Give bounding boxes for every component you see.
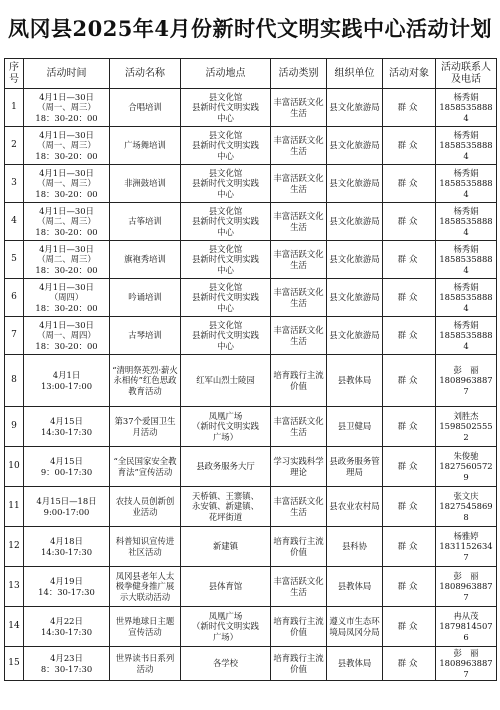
row-number: 4 bbox=[5, 203, 24, 241]
activity-place-line: 广场） bbox=[212, 431, 239, 442]
activity-place-line: 凤凰广场 bbox=[208, 410, 243, 421]
activity-plan-table bbox=[4, 58, 497, 681]
activity-time-line: 18：30-20：00 bbox=[35, 112, 98, 123]
activity-time-line: 4月1日—30日 bbox=[39, 167, 94, 178]
organizing-unit: 县教体局 bbox=[327, 567, 383, 607]
contact-info-line: 杨秀娟 bbox=[453, 91, 479, 102]
organizing-unit: 县政务服务管理局 bbox=[327, 447, 383, 487]
table-row bbox=[5, 317, 497, 355]
contact-info-line: 18089638877 bbox=[439, 581, 493, 602]
contact-info bbox=[436, 487, 497, 527]
activity-time-line: 18：30-20：00 bbox=[35, 340, 98, 351]
activity-place-line: 县新时代文明实践 bbox=[192, 216, 259, 227]
row-number: 2 bbox=[5, 127, 24, 165]
contact-info-line: 彭 丽 bbox=[453, 570, 479, 581]
activity-name: 农技人员创新创业活动 bbox=[110, 487, 181, 527]
contact-info-line: 18585358884 bbox=[439, 254, 493, 275]
contact-info bbox=[436, 89, 497, 127]
activity-place-line: 永安镇、新建镇、 bbox=[192, 501, 259, 512]
activity-audience: 群众 bbox=[383, 127, 436, 165]
activity-audience: 群众 bbox=[383, 165, 436, 203]
activity-place-line: 县文化馆 bbox=[208, 129, 243, 140]
contact-info bbox=[436, 317, 497, 355]
contact-info bbox=[436, 127, 497, 165]
organizing-unit: 县教体局 bbox=[327, 647, 383, 681]
contact-info-line: 18798145076 bbox=[439, 621, 493, 642]
activity-place bbox=[181, 447, 271, 487]
activity-name: 古筝培训 bbox=[110, 203, 181, 241]
activity-place bbox=[181, 89, 271, 127]
activity-time-line: （周一、周三） bbox=[37, 102, 96, 113]
activity-audience: 群众 bbox=[383, 89, 436, 127]
activity-time-line: 14:30-17:30 bbox=[40, 546, 93, 557]
activity-time bbox=[24, 407, 110, 447]
table-row bbox=[5, 647, 497, 681]
contact-info-line: 杨秀娟 bbox=[453, 243, 479, 254]
contact-info-line: 18585358884 bbox=[439, 330, 493, 351]
activity-place bbox=[181, 647, 271, 681]
header-category: 活动类别 bbox=[271, 59, 327, 89]
organizing-unit: 县文化旅游局 bbox=[327, 279, 383, 317]
activity-category: 培育践行主流价值 bbox=[271, 527, 327, 567]
activity-place bbox=[181, 279, 271, 317]
activity-audience: 群众 bbox=[383, 407, 436, 447]
activity-time-line: （周二、周三） bbox=[37, 254, 96, 265]
activity-time-line: 18：30-20：00 bbox=[35, 226, 98, 237]
organizing-unit: 县文化旅游局 bbox=[327, 89, 383, 127]
header-org: 组织单位 bbox=[327, 59, 383, 89]
contact-info-line: 张文庆 bbox=[453, 490, 479, 501]
activity-place bbox=[181, 127, 271, 165]
contact-info-line: 18585358884 bbox=[439, 292, 493, 313]
activity-place bbox=[181, 407, 271, 447]
activity-name: “全民国家安全教育法”宣传活动 bbox=[110, 447, 181, 487]
activity-place-line: 县文化馆 bbox=[208, 167, 243, 178]
row-number: 13 bbox=[5, 567, 24, 607]
table-row bbox=[5, 355, 497, 407]
contact-info-line: 15985025552 bbox=[439, 421, 493, 442]
table-row bbox=[5, 447, 497, 487]
activity-time-line: 4月19日 bbox=[50, 576, 83, 586]
activity-place-line: 县文化馆 bbox=[208, 319, 243, 330]
organizing-unit: 县农业农村局 bbox=[327, 487, 383, 527]
activity-audience: 群众 bbox=[383, 527, 436, 567]
activity-category: 丰富活跃文化生活 bbox=[271, 487, 327, 527]
activity-audience: 群众 bbox=[383, 447, 436, 487]
header-audience: 活动对象 bbox=[383, 59, 436, 89]
activity-time-line: 4月1日—30日 bbox=[39, 91, 94, 102]
contact-info-line: 杨秀娟 bbox=[453, 319, 479, 330]
activity-place bbox=[181, 241, 271, 279]
activity-time bbox=[24, 355, 110, 407]
activity-time-line: 13:00-17:00 bbox=[40, 380, 93, 391]
activity-time bbox=[24, 527, 110, 567]
table-row bbox=[5, 89, 497, 127]
contact-info bbox=[436, 355, 497, 407]
contact-info bbox=[436, 567, 497, 607]
table-row bbox=[5, 607, 497, 647]
activity-name: 世界读书日系列活动 bbox=[110, 647, 181, 681]
activity-category: 丰富活跃文化生活 bbox=[271, 127, 327, 165]
activity-category: 培育践行主流价值 bbox=[271, 607, 327, 647]
row-number: 5 bbox=[5, 241, 24, 279]
activity-time bbox=[24, 279, 110, 317]
activity-place-line: 中心 bbox=[217, 264, 234, 275]
activity-time-line: 9：00-17:30 bbox=[40, 466, 93, 477]
table-row bbox=[5, 241, 497, 279]
contact-info-line: 彭 丽 bbox=[453, 364, 479, 375]
contact-info bbox=[436, 279, 497, 317]
header-time: 活动时间 bbox=[24, 59, 110, 89]
table-row bbox=[5, 127, 497, 165]
activity-place bbox=[181, 567, 271, 607]
activity-place-line: 红军山烈士陵园 bbox=[196, 375, 255, 386]
row-number: 3 bbox=[5, 165, 24, 203]
row-number: 11 bbox=[5, 487, 24, 527]
contact-info bbox=[436, 607, 497, 647]
contact-info-line: 刘胜杰 bbox=[453, 410, 479, 421]
contact-info-line: 杨秀娟 bbox=[453, 205, 479, 216]
activity-time-line: 4月15日 bbox=[50, 456, 83, 466]
table-header-row bbox=[5, 59, 497, 89]
row-number: 10 bbox=[5, 447, 24, 487]
activity-time-line: （周二、周三） bbox=[37, 216, 96, 227]
row-number: 14 bbox=[5, 607, 24, 647]
activity-time-line: 4月18日 bbox=[50, 536, 83, 546]
organizing-unit: 县文化旅游局 bbox=[327, 127, 383, 165]
header-no: 序号 bbox=[5, 59, 24, 89]
organizing-unit: 县文化旅游局 bbox=[327, 241, 383, 279]
activity-place-line: 县文化馆 bbox=[208, 243, 243, 254]
row-number: 9 bbox=[5, 407, 24, 447]
header-name: 活动名称 bbox=[110, 59, 181, 89]
activity-audience: 群众 bbox=[383, 647, 436, 681]
activity-category: 丰富活跃文化生活 bbox=[271, 203, 327, 241]
page-title: 凤冈县2025年4月份新时代文明实践中心活动计划 bbox=[7, 16, 493, 41]
activity-name: 科普知识宣传进社区活动 bbox=[110, 527, 181, 567]
activity-name: 第37个爱国卫生月活动 bbox=[110, 407, 181, 447]
activity-time-line: （周四） bbox=[49, 292, 84, 303]
activity-time-line: 4月15日—18日 bbox=[36, 496, 97, 506]
table-row bbox=[5, 165, 497, 203]
activity-time-line: 4月1日—30日 bbox=[39, 129, 94, 140]
organizing-unit: 县科协 bbox=[327, 527, 383, 567]
contact-info-line: 18089638877 bbox=[439, 658, 493, 679]
activity-category: 丰富活跃文化生活 bbox=[271, 317, 327, 355]
activity-name: 旗袍秀培训 bbox=[110, 241, 181, 279]
activity-place-line: 各学校 bbox=[212, 658, 239, 669]
activity-place-line: 县新时代文明实践 bbox=[192, 140, 259, 151]
table-row bbox=[5, 567, 497, 607]
organizing-unit: 县文化旅游局 bbox=[327, 165, 383, 203]
contact-info bbox=[436, 647, 497, 681]
activity-place-line: 县文化馆 bbox=[208, 205, 243, 216]
activity-time bbox=[24, 647, 110, 681]
activity-place-line: 中心 bbox=[217, 340, 234, 351]
activity-name: 非洲鼓培训 bbox=[110, 165, 181, 203]
activity-time-line: 4月15日 bbox=[50, 416, 83, 426]
activity-time-line: 14:30-17:30 bbox=[40, 426, 93, 437]
activity-time-line: 4月23日 bbox=[50, 653, 83, 663]
activity-time bbox=[24, 487, 110, 527]
contact-info-line: 18585358884 bbox=[439, 140, 493, 161]
contact-info-line: 18275458698 bbox=[439, 501, 493, 522]
activity-time-line: 4月1日—30日 bbox=[39, 205, 94, 216]
activity-name: “清明祭英烈·薪火永相传”红色思政教育活动 bbox=[110, 355, 181, 407]
activity-time-line: 4月1日—30日 bbox=[39, 281, 94, 292]
activity-place-line: 县体育馆 bbox=[208, 581, 243, 592]
activity-name: 凤冈县老年人太极拳健身推广展示大联动活动 bbox=[110, 567, 181, 607]
activity-place-line: 中心 bbox=[217, 112, 234, 123]
activity-name: 合唱培训 bbox=[110, 89, 181, 127]
activity-time-line: 14：30-17:30 bbox=[38, 586, 95, 597]
activity-place-line: （新时代文明实践 bbox=[192, 621, 259, 632]
row-number: 12 bbox=[5, 527, 24, 567]
organizing-unit: 县卫健局 bbox=[327, 407, 383, 447]
activity-place-line: 中心 bbox=[217, 150, 234, 161]
organizing-unit: 县教体局 bbox=[327, 355, 383, 407]
activity-place-line: 中心 bbox=[217, 302, 234, 313]
activity-time bbox=[24, 607, 110, 647]
row-number: 8 bbox=[5, 355, 24, 407]
activity-place-line: 广场） bbox=[212, 631, 239, 642]
contact-info-line: 杨雅婷 bbox=[453, 530, 479, 541]
activity-place-line: 天桥镇、王寨镇、 bbox=[192, 490, 259, 501]
activity-place bbox=[181, 355, 271, 407]
activity-time-line: （周一、周四） bbox=[37, 330, 96, 341]
activity-category: 丰富活跃文化生活 bbox=[271, 407, 327, 447]
activity-time-line: 18：30-20：00 bbox=[35, 302, 98, 313]
activity-category: 丰富活跃文化生活 bbox=[271, 567, 327, 607]
header-contact: 活动联系人及电话 bbox=[436, 59, 497, 89]
activity-audience: 群众 bbox=[383, 241, 436, 279]
table-row bbox=[5, 527, 497, 567]
contact-info-line: 18585358884 bbox=[439, 178, 493, 199]
activity-place-line: 县新时代文明实践 bbox=[192, 292, 259, 303]
activity-time bbox=[24, 447, 110, 487]
contact-info-line: 18311526347 bbox=[439, 541, 493, 562]
activity-time-line: 4月1日—30日 bbox=[39, 319, 94, 330]
contact-info bbox=[436, 407, 497, 447]
activity-time bbox=[24, 203, 110, 241]
activity-category: 学习实践科学理论 bbox=[271, 447, 327, 487]
contact-info bbox=[436, 165, 497, 203]
activity-place-line: 县政务服务大厅 bbox=[196, 461, 255, 472]
activity-time-line: 18：30-20：00 bbox=[35, 188, 98, 199]
activity-time-line: 18：30-20：00 bbox=[35, 150, 98, 161]
activity-place-line: 新建镇 bbox=[212, 541, 239, 552]
contact-info-line: 18089638877 bbox=[439, 375, 493, 396]
contact-info bbox=[436, 241, 497, 279]
activity-place bbox=[181, 317, 271, 355]
activity-time bbox=[24, 89, 110, 127]
activity-audience: 群众 bbox=[383, 487, 436, 527]
activity-name: 广场舞培训 bbox=[110, 127, 181, 165]
activity-time-line: （周一、周三） bbox=[37, 140, 96, 151]
activity-place-line: 凤凰广场 bbox=[208, 610, 243, 621]
activity-place bbox=[181, 165, 271, 203]
activity-category: 丰富活跃文化生活 bbox=[271, 241, 327, 279]
activity-category: 培育践行主流价值 bbox=[271, 355, 327, 407]
contact-info-line: 朱俊驰 bbox=[453, 450, 479, 461]
activity-time bbox=[24, 241, 110, 279]
table-row bbox=[5, 203, 497, 241]
table-row bbox=[5, 487, 497, 527]
contact-info bbox=[436, 527, 497, 567]
contact-info bbox=[436, 447, 497, 487]
activity-audience: 群众 bbox=[383, 203, 436, 241]
activity-place-line: 花坪街道 bbox=[208, 511, 243, 522]
organizing-unit: 县文化旅游局 bbox=[327, 317, 383, 355]
activity-place-line: 县新时代文明实践 bbox=[192, 330, 259, 341]
row-number: 1 bbox=[5, 89, 24, 127]
activity-place-line: 县新时代文明实践 bbox=[192, 178, 259, 189]
activity-place-line: 中心 bbox=[217, 188, 234, 199]
activity-place-line: （新时代文明实践 bbox=[192, 421, 259, 432]
activity-time-line: 4月1日 bbox=[52, 370, 81, 380]
activity-audience: 群众 bbox=[383, 317, 436, 355]
activity-audience: 群众 bbox=[383, 355, 436, 407]
activity-place bbox=[181, 487, 271, 527]
activity-time-line: 4月22日 bbox=[50, 616, 83, 626]
activity-audience: 群众 bbox=[383, 607, 436, 647]
organizing-unit: 遵义市生态环境局凤冈分局 bbox=[327, 607, 383, 647]
activity-category: 丰富活跃文化生活 bbox=[271, 165, 327, 203]
activity-place-line: 县新时代文明实践 bbox=[192, 102, 259, 113]
activity-place bbox=[181, 527, 271, 567]
contact-info-line: 18585358884 bbox=[439, 216, 493, 237]
activity-time bbox=[24, 165, 110, 203]
contact-info-line: 冉从茂 bbox=[453, 610, 479, 621]
contact-info bbox=[436, 203, 497, 241]
activity-category: 培育践行主流价值 bbox=[271, 647, 327, 681]
activity-time bbox=[24, 567, 110, 607]
contact-info-line: 彭 丽 bbox=[453, 647, 479, 658]
activity-time bbox=[24, 127, 110, 165]
table-row bbox=[5, 279, 497, 317]
activity-place-line: 县新时代文明实践 bbox=[192, 254, 259, 265]
row-number: 15 bbox=[5, 647, 24, 681]
activity-time-line: 14:30-17:30 bbox=[40, 626, 93, 637]
activity-category: 丰富活跃文化生活 bbox=[271, 89, 327, 127]
activity-name: 吟诵培训 bbox=[110, 279, 181, 317]
row-number: 7 bbox=[5, 317, 24, 355]
contact-info-line: 杨秀娟 bbox=[453, 129, 479, 140]
activity-time-line: 9:00-17:00 bbox=[43, 506, 90, 517]
contact-info-line: 杨秀娟 bbox=[453, 281, 479, 292]
table-row bbox=[5, 407, 497, 447]
activity-time bbox=[24, 317, 110, 355]
contact-info-line: 18275605729 bbox=[439, 461, 493, 482]
activity-place bbox=[181, 203, 271, 241]
activity-audience: 群众 bbox=[383, 279, 436, 317]
activity-name: 古琴培训 bbox=[110, 317, 181, 355]
activity-audience: 群众 bbox=[383, 567, 436, 607]
activity-time-line: 4月1日—30日 bbox=[39, 243, 94, 254]
row-number: 6 bbox=[5, 279, 24, 317]
activity-time-line: 8：30-17:30 bbox=[40, 663, 93, 674]
activity-place bbox=[181, 607, 271, 647]
activity-place-line: 县文化馆 bbox=[208, 281, 243, 292]
activity-category: 丰富活跃文化生活 bbox=[271, 279, 327, 317]
contact-info-line: 18585358884 bbox=[439, 102, 493, 123]
organizing-unit: 县文化旅游局 bbox=[327, 203, 383, 241]
activity-place-line: 县文化馆 bbox=[208, 91, 243, 102]
contact-info-line: 杨秀娟 bbox=[453, 167, 479, 178]
activity-name: 世界地球日主题宣传活动 bbox=[110, 607, 181, 647]
activity-place-line: 中心 bbox=[217, 226, 234, 237]
activity-time-line: 18：30-20：00 bbox=[35, 264, 98, 275]
activity-time-line: （周一、周三） bbox=[37, 178, 96, 189]
header-place: 活动地点 bbox=[181, 59, 271, 89]
